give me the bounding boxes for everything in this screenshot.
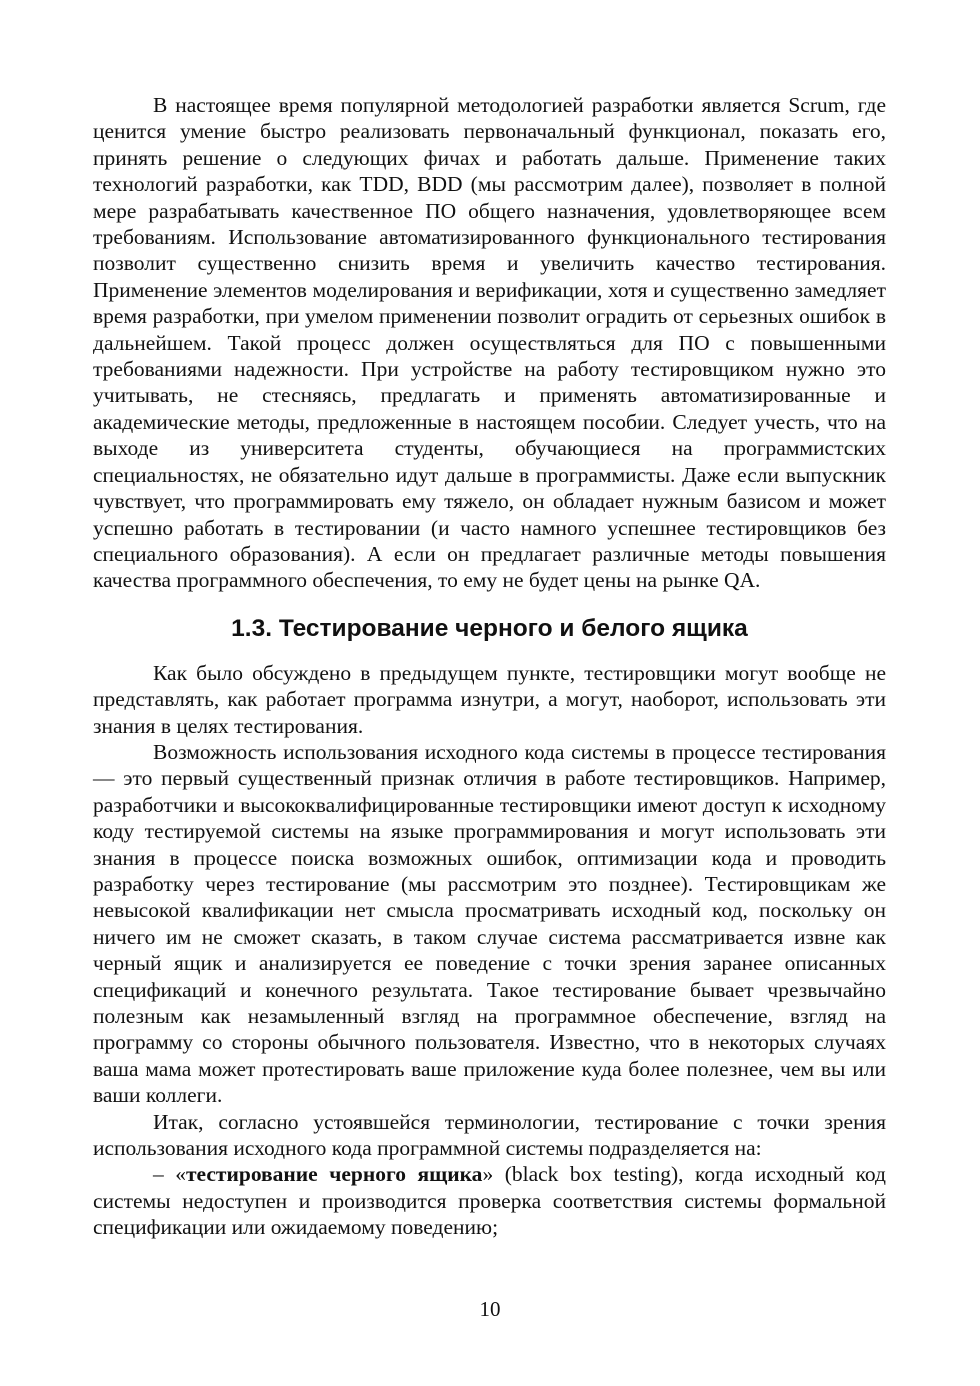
list-item-description: » (black box testing), когда исходный код системы недоступен и производится проверка соответствия системы формальной спецификации или ожидаемому поведению; bbox=[93, 1162, 886, 1240]
body-paragraph: Возможность использования исходного кода системы в процессе тестирования — это первый существенный признак отличия в работе тестировщиков. Например, разработчики и высококвалифицированные тестировщики имеют доступ к исходному коду тестируемой системы на языке программирования и могут использовать эти знания в процессе поиска возможных ошибок, оптимизации кода и проводить разработку через тестирование (мы рассмотрим это позднее). Тестировщикам же невысокой квалификации нет смысла просматривать исходный код, поскольку он ничего им не сможет сказать, в таком случае система рассматривается извне как черный ящик и анализируется ее поведение с точки зрения заранее описанных спецификаций и конечного результата. Такое тестирование бывает чрезвычайно полезным как незамыленный взгляд на программное обеспечение, взгляд на программу со стороны обычного пользователя. Известно, что в некоторых случаях ваша мама может протестировать ваше приложение куда более полезнее, чем вы или ваши коллеги. bbox=[93, 739, 886, 1108]
intro-paragraph: В настоящее время популярной методологией разработки является Scrum, где ценится умение быстро реализовать первоначальный функционал, показать его, принять решение о следующих фичах и работать дальше. Применение таких технологий разработки, как TDD, BDD (мы рассмотрим далее), позволяет в полной мере разрабатывать качественное ПО общего назначения, удовлетворяющее всем требованиям. Использование автоматизированного функционального тестирования позволит существенно снизить время и увеличить качество тестирования. Применение элементов моделирования и верификации, хотя и существенно замедляет время разработки, при умелом применении позволит оградить от серьезных ошибок в дальнейшем. Такой процесс должен осуществляться для ПО с повышенными требованиями надежности. При устройстве на работу тестировщиком нужно это учитывать, не стесняясь, предлагать и применять автоматизированные и академические методы, предложенные в настоящем пособии. Следует учесть, что на выходе из университета студенты, обучающиеся на программистских специальностях, не обязательно идут дальше в программисты. Даже если выпускник чувствует, что программировать ему тяжело, он обладает нужным базисом и может успешно работать в тестировании (и часто намного успешнее тестировщиков без специального образования). А если он предлагает различные методы повышения качества программного обеспечения, то ему не будет цены на рынке QA. bbox=[93, 93, 886, 593]
body-paragraph: Итак, согласно устоявшейся терминологии, тестирование с точки зрения использования исходного кода программной системы подразделяется на: bbox=[93, 1109, 886, 1161]
body-paragraph: Как было обсуждено в предыдущем пункте, тестировщики могут вообще не представлять, как работает программа изнутри, а могут, наоборот, использовать эти знания в целях тестирования. bbox=[93, 660, 886, 738]
list-item-prefix: – « bbox=[153, 1162, 186, 1187]
list-item-black-box bbox=[93, 1161, 886, 1240]
page-number: 10 bbox=[479, 1297, 501, 1321]
list-item-term: тестирование черного ящика bbox=[186, 1162, 483, 1187]
page-content bbox=[93, 92, 886, 1241]
section-heading: 1.3. Тестирование черного и белого ящика bbox=[231, 614, 748, 642]
